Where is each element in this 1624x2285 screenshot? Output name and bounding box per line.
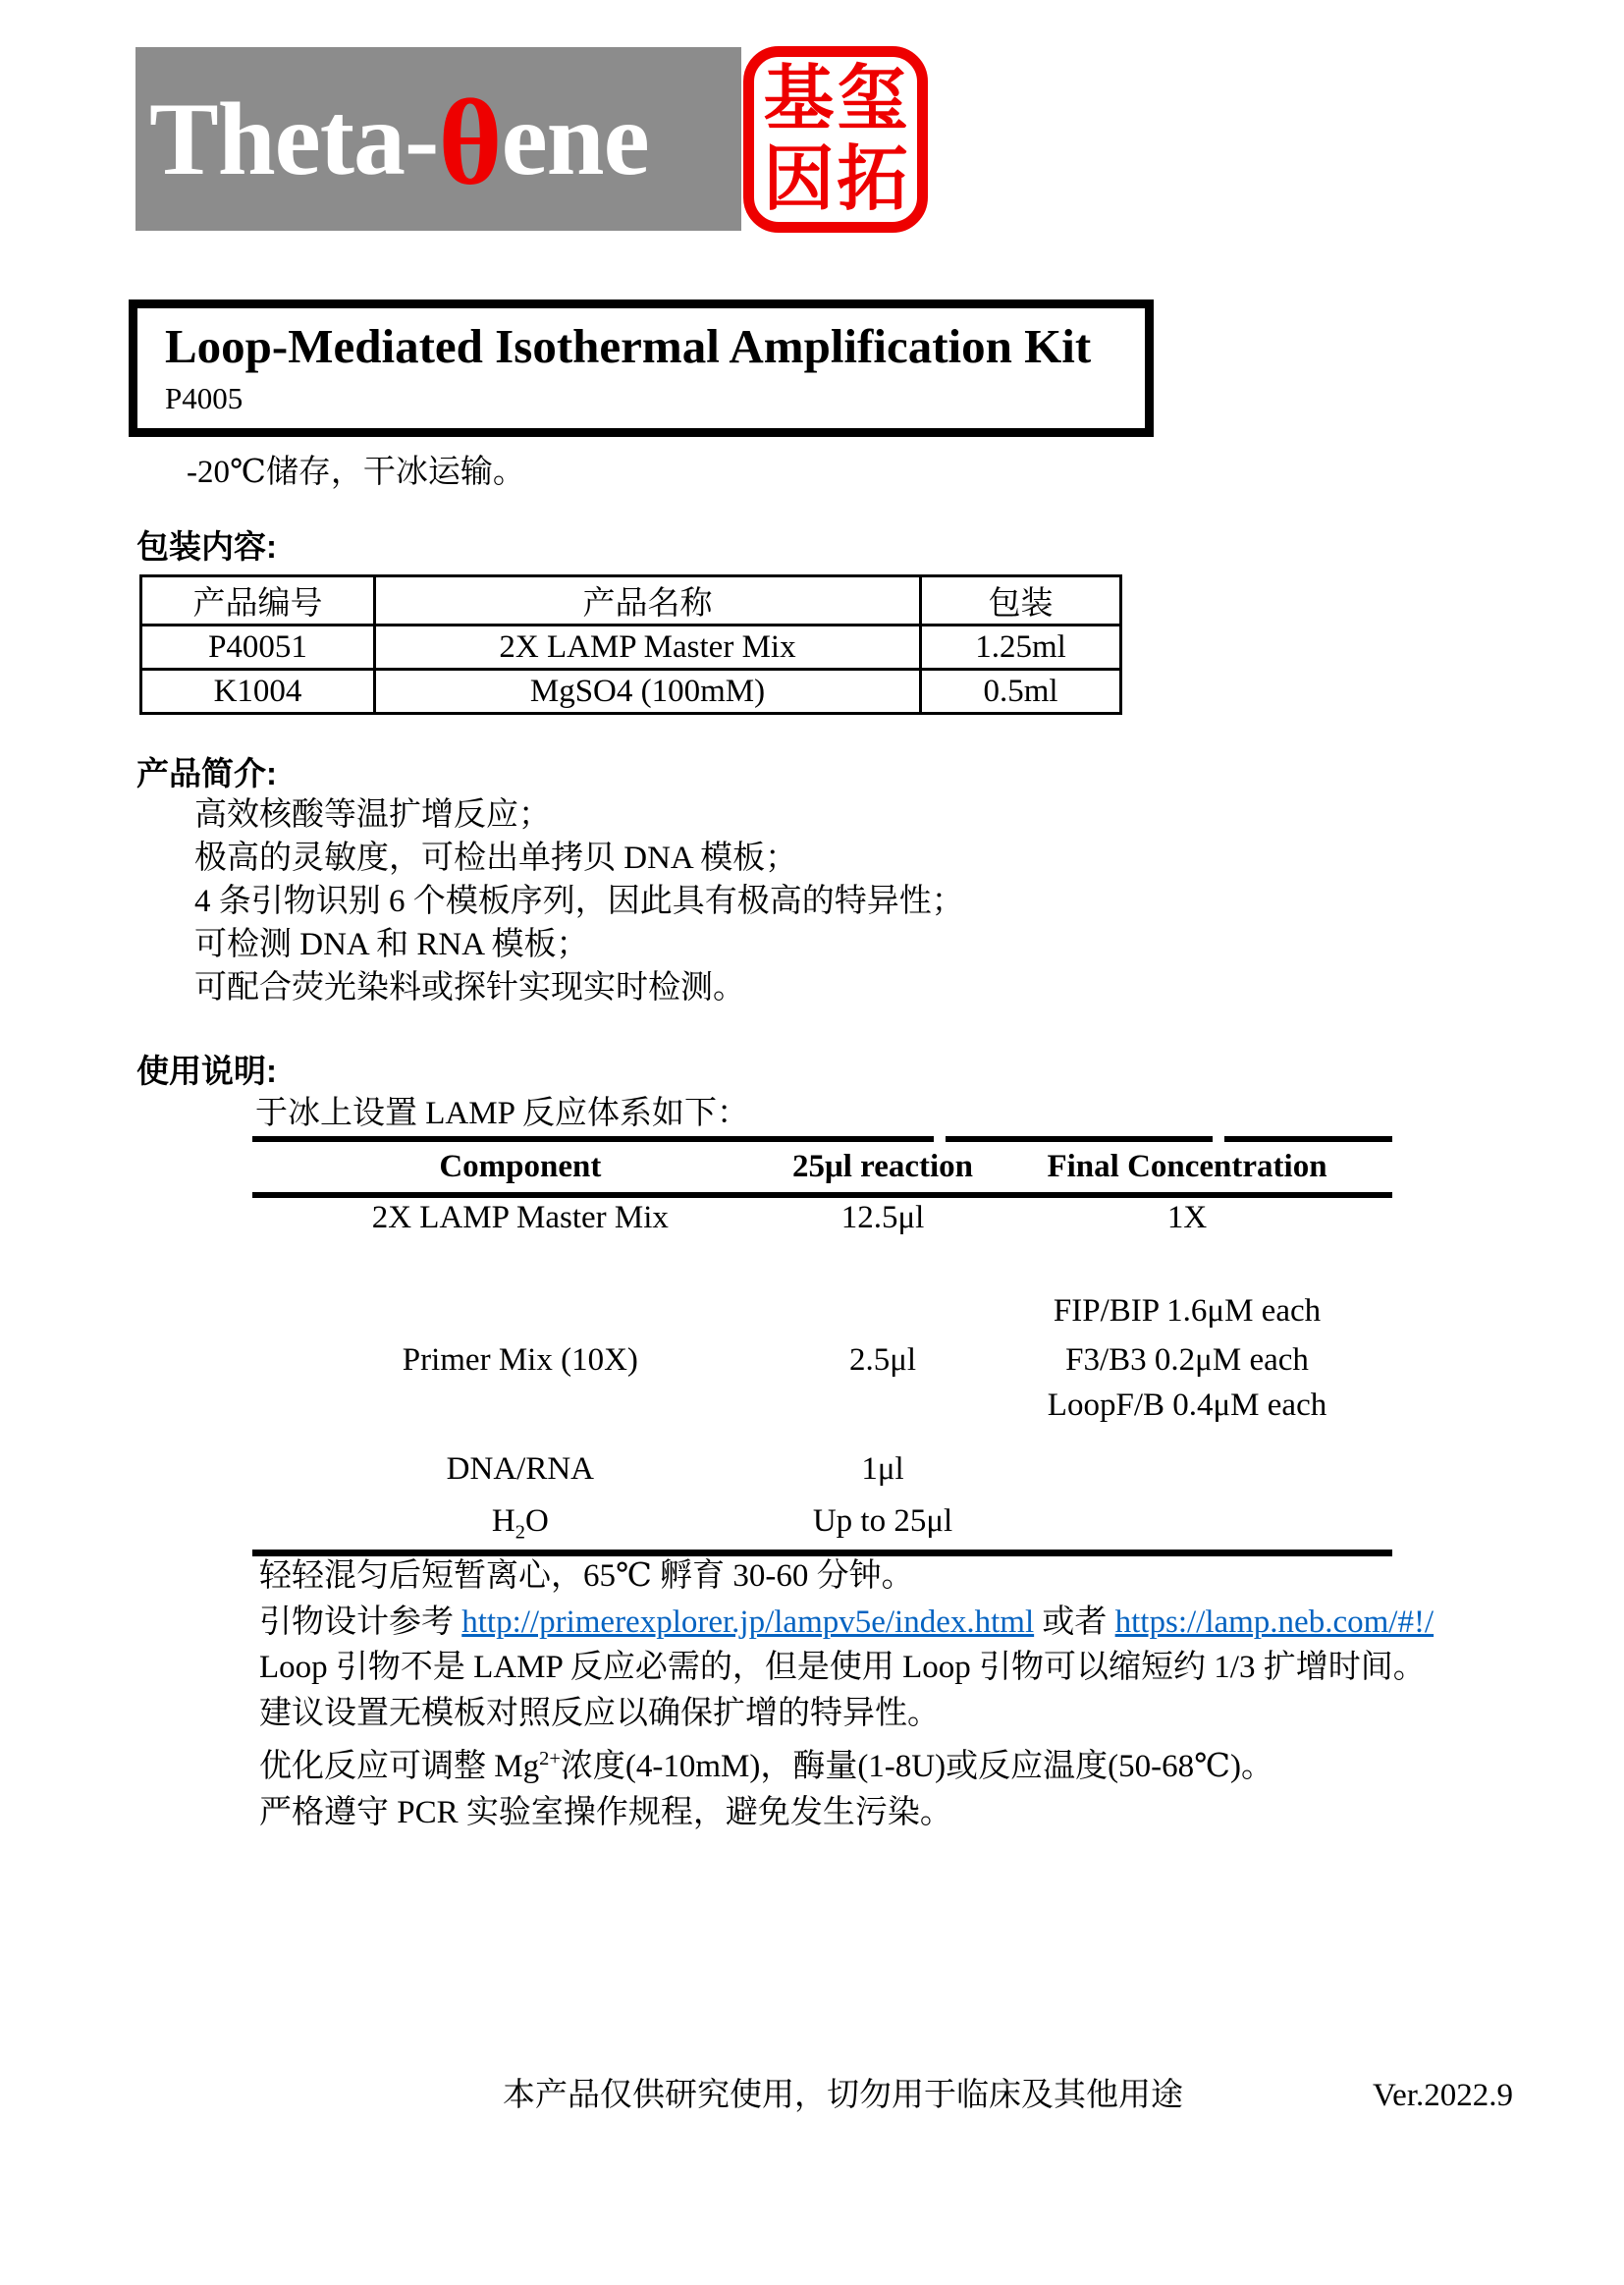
table-border-top	[252, 1136, 1392, 1142]
note-line-pcr-rules: 严格遵守 PCR 实验室操作规程，避免发生污染。	[259, 1794, 952, 1830]
note-line-spin: 轻轻混匀后短暂离心，65℃ 孵育 30-60 分钟。	[259, 1558, 914, 1594]
volume-cell: 1μl	[861, 1451, 904, 1487]
reaction-row-master-mix	[252, 1197, 1392, 1238]
seal-char-4: 拓	[837, 140, 908, 219]
final-concentration-cell: F3/B3 0.2μM each	[1065, 1342, 1309, 1378]
note-line-optimization	[259, 1736, 1496, 1790]
reaction-table-header-row	[252, 1146, 1392, 1187]
intro-line: 极高的灵敏度，可检出单拷贝 DNA 模板；	[194, 841, 798, 876]
brand-wordmark	[135, 75, 649, 211]
border-gap	[1213, 1136, 1224, 1142]
seal-char-2: 玺	[837, 60, 908, 138]
usage-notes	[259, 1553, 1496, 1835]
note-text: 浓度(4-10mM)，酶量(1-8U)或反应温度(50-68℃)。	[560, 1749, 1274, 1784]
final-concentration-cell: FIP/BIP 1.6μM each	[1053, 1293, 1322, 1329]
reaction-row-fip-bip	[252, 1290, 1392, 1332]
seal-char-1: 基	[763, 60, 835, 138]
package-contents-table	[139, 574, 1122, 715]
header-component: Component	[439, 1149, 602, 1184]
h2o-subscript: 2	[514, 1521, 525, 1544]
h2o-pre: H	[491, 1503, 515, 1539]
column-header-product-code: 产品编号	[141, 576, 375, 626]
column-header-package-size: 包装	[921, 576, 1121, 626]
reaction-row-loop-primers	[252, 1385, 1392, 1426]
usage-intro-line: 于冰上设置 LAMP 反应体系如下：	[255, 1096, 749, 1131]
h2o-post: O	[524, 1503, 549, 1539]
intro-line: 4 条引物识别 6 个模板序列，因此具有极高的特异性；	[194, 884, 964, 919]
usage-heading: 使用说明:	[136, 1053, 277, 1089]
catalog-number: P4005	[165, 381, 244, 415]
table-header-row	[141, 576, 1121, 626]
note-text: 优化反应可调整 Mg	[259, 1749, 540, 1784]
intro-line: 可配合荧光染料或探针实现实时检测。	[194, 970, 745, 1006]
package-size-cell: 1.25ml	[921, 626, 1121, 670]
theta-glyph: θ	[438, 75, 502, 211]
kit-title-box	[129, 299, 1154, 437]
product-code-cell: P40051	[141, 626, 375, 670]
storage-note: -20℃储存，干冰运输。	[187, 455, 525, 490]
component-cell: 2X LAMP Master Mix	[371, 1200, 669, 1235]
footer-version: Ver.2022.9	[1373, 2078, 1513, 2113]
note-line-loop-primer: Loop 引物不是 LAMP 反应必需的，但是使用 Loop 引物可以缩短约 1/3 扩增时间。	[259, 1650, 1426, 1685]
seal-char-3: 因	[763, 140, 835, 219]
reaction-setup-table	[252, 1136, 1392, 1556]
header-final-concentration: Final Concentration	[1047, 1149, 1327, 1184]
product-intro-heading: 产品简介:	[136, 755, 277, 791]
brand-logo	[135, 47, 741, 231]
kit-title: Loop-Mediated Isothermal Amplification Kit	[165, 319, 1092, 373]
table-row	[141, 626, 1121, 670]
intro-line: 高效核酸等温扩增反应；	[194, 797, 551, 833]
note-line-ntc: 建议设置无模板对照反应以确保扩增的特异性。	[259, 1695, 940, 1731]
final-concentration-cell: LoopF/B 0.4μM each	[1047, 1387, 1327, 1423]
product-intro-list	[194, 793, 964, 1009]
neb-lamp-link[interactable]: https://lamp.neb.com/#!/	[1114, 1604, 1435, 1640]
package-size-cell: 0.5ml	[921, 670, 1121, 714]
intro-line: 可检测 DNA 和 RNA 模板；	[194, 927, 589, 962]
note-text: 或者	[1034, 1604, 1115, 1640]
note-text: 引物设计参考	[259, 1604, 462, 1640]
note-line-primer-design	[259, 1600, 1496, 1646]
reaction-row-water	[252, 1500, 1392, 1542]
footer-disclaimer: 本产品仅供研究使用，切勿用于临床及其他用途	[503, 2078, 1183, 2113]
product-name-cell: 2X LAMP Master Mix	[375, 626, 921, 670]
company-seal	[743, 46, 928, 233]
product-name-cell: MgSO4 (100mM)	[375, 670, 921, 714]
primer-explorer-link[interactable]: http://primerexplorer.jp/lampv5e/index.html	[461, 1604, 1035, 1640]
volume-cell: 12.5μl	[840, 1200, 925, 1235]
package-contents-heading: 包装内容:	[136, 528, 277, 565]
component-cell: DNA/RNA	[446, 1451, 594, 1487]
reaction-row-template	[252, 1448, 1392, 1490]
table-row	[141, 670, 1121, 714]
volume-cell: Up to 25μl	[812, 1503, 953, 1539]
product-code-cell: K1004	[141, 670, 375, 714]
brand-text-post: ene	[501, 81, 649, 196]
component-cell	[492, 1500, 549, 1553]
reaction-row-primer-mix	[252, 1339, 1392, 1381]
volume-cell: 2.5μl	[848, 1342, 917, 1378]
mg-superscript: 2+	[539, 1748, 561, 1769]
final-concentration-cell: 1X	[1166, 1200, 1208, 1235]
brand-text-pre: Theta-	[149, 81, 439, 196]
component-cell: Primer Mix (10X)	[402, 1342, 638, 1378]
column-header-product-name: 产品名称	[375, 576, 921, 626]
header-volume: 25μl reaction	[792, 1149, 974, 1184]
border-gap	[934, 1136, 946, 1142]
